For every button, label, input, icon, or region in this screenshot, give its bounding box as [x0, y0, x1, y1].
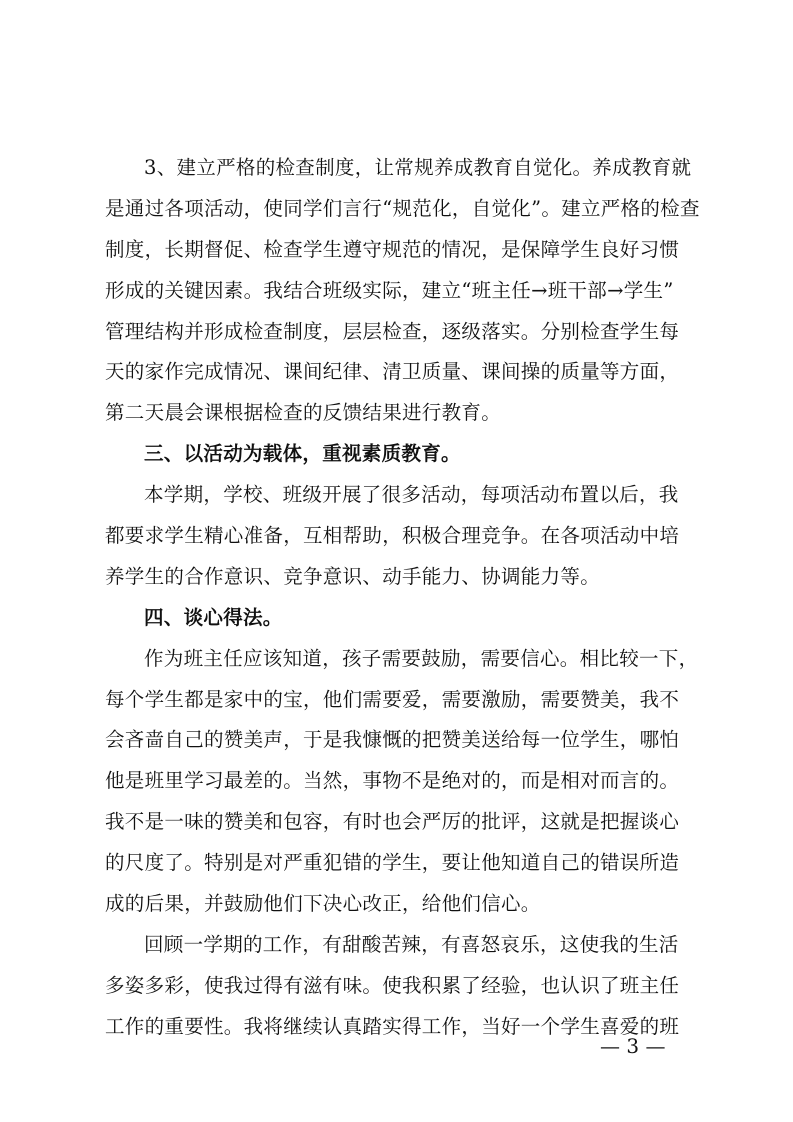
body-line: 的尺度了。特别是对严重犯错的学生，要让他知道自己的错误所造 [105, 851, 680, 875]
body-line: 3、建立严格的检查制度，让常规养成教育自觉化。养成教育就 [144, 156, 692, 179]
document-body [105, 148, 700, 1048]
body-line: 都要求学生精心准备，互相帮助，积极合理竞争。在各项活动中培 [105, 524, 680, 548]
body-line: 天的家作完成情况、课间纪律、清卫质量、课间操的质量等方面， [105, 360, 680, 384]
body-line: 他是班里学习最差的。当然，事物不是绝对的，而是相对而言的。 [105, 769, 680, 793]
body-line: 本学期，学校、班级开展了很多活动，每项活动布置以后，我 [144, 483, 679, 507]
page-number: — 3 — [600, 1034, 666, 1058]
body-line: 管理结构并形成检查制度，层层检查，逐级落实。分别检查学生每 [105, 319, 680, 343]
body-line: 工作的重要性。我将继续认真踏实得工作，当好一个学生喜爱的班 [105, 1014, 680, 1038]
body-line: 回顾一学期的工作，有甜酸苦辣，有喜怒哀乐，这使我的生活 [144, 932, 679, 956]
section-heading: 三、以活动为载体，重视素质教育。 [144, 442, 461, 466]
body-line: 每个学生都是家中的宝，他们需要爱，需要激励，需要赞美，我不 [105, 687, 680, 711]
section-heading: 四、谈心得法。 [144, 605, 283, 629]
body-line: 制度，长期督促、检查学生遵守规范的情况，是保障学生良好习惯 [105, 237, 680, 261]
body-line: 第二天晨会课根据检查的反馈结果进行教育。 [105, 401, 502, 425]
body-line: 作为班主任应该知道，孩子需要鼓励，需要信心。相比较一下， [144, 646, 699, 670]
body-line: 是通过各项活动，使同学们言行“规范化，自觉化”。建立严格的检查 [105, 196, 700, 220]
body-line: 形成的关键因素。我结合班级实际，建立“班主任→班干部→学生” [105, 278, 674, 302]
body-line: 多姿多彩，使我过得有滋有味。使我积累了经验，也认识了班主任 [105, 973, 680, 997]
body-line: 我不是一味的赞美和包容，有时也会严厉的批评，这就是把握谈心 [105, 810, 680, 834]
body-line: 成的后果，并鼓励他们下决心改正，给他们信心。 [105, 892, 541, 916]
body-line: 会吝啬自己的赞美声，于是我慷慨的把赞美送给每一位学生，哪怕 [105, 728, 680, 752]
body-line: 养学生的合作意识、竞争意识、动手能力、协调能力等。 [105, 564, 601, 588]
